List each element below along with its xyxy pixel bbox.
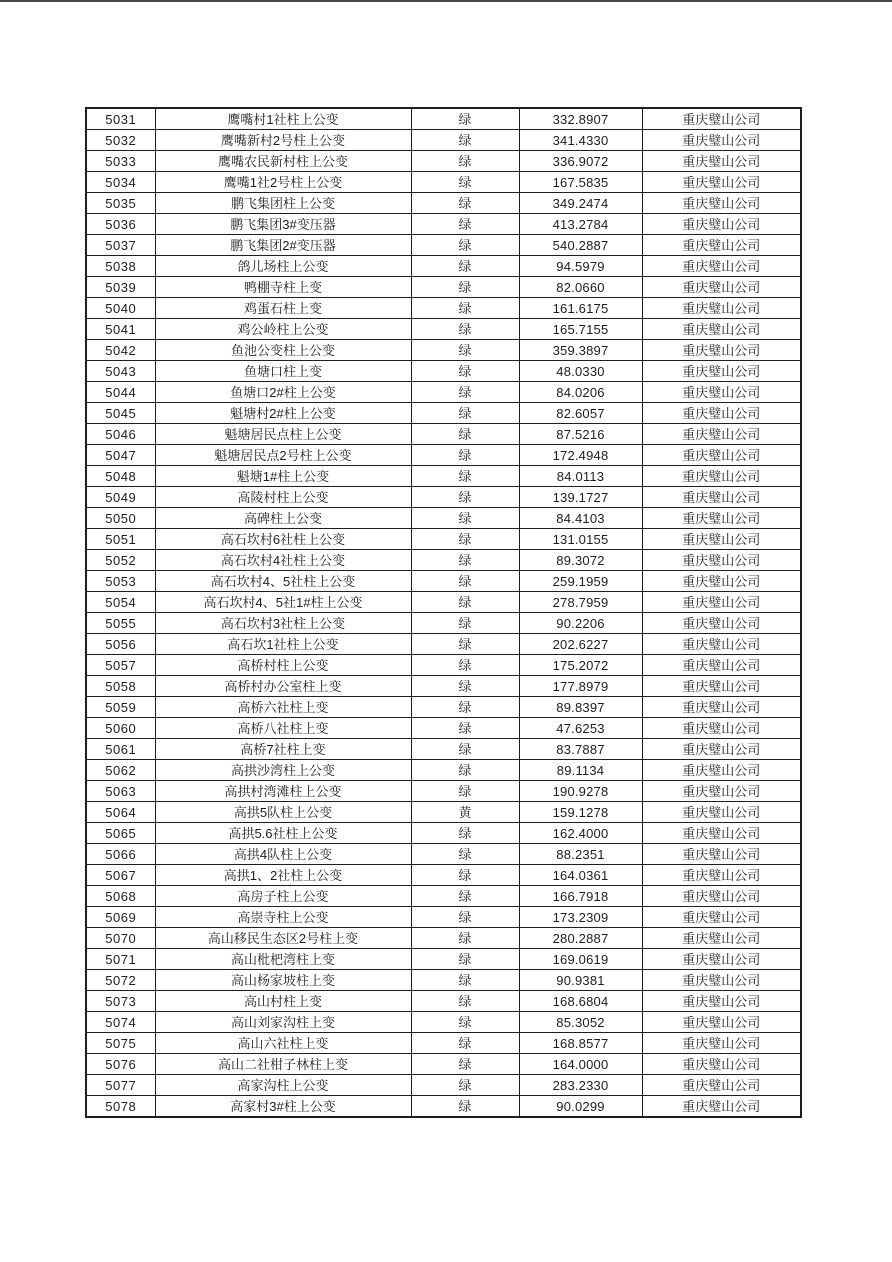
company-cell: 重庆璧山公司 (642, 865, 801, 886)
table-row (86, 403, 801, 424)
transformer-name-cell: 高石坎村3社柱上公变 (155, 613, 411, 634)
row-id-cell: 5037 (86, 235, 155, 256)
transformer-name-cell: 鹰嘴村1社柱上公变 (155, 108, 411, 130)
transformer-name-cell: 高山移民生态区2号柱上变 (155, 928, 411, 949)
transformer-name-cell: 鸽儿场柱上公变 (155, 256, 411, 277)
row-id-cell: 5062 (86, 760, 155, 781)
value-cell: 90.2206 (519, 613, 642, 634)
status-color-cell: 绿 (411, 613, 519, 634)
table-row (86, 634, 801, 655)
company-cell: 重庆璧山公司 (642, 697, 801, 718)
table-row (86, 907, 801, 928)
value-cell: 84.0206 (519, 382, 642, 403)
row-id-cell: 5065 (86, 823, 155, 844)
table-row (86, 508, 801, 529)
company-cell: 重庆璧山公司 (642, 130, 801, 151)
transformer-name-cell: 高拱5队柱上公变 (155, 802, 411, 823)
status-color-cell: 绿 (411, 319, 519, 340)
company-cell: 重庆璧山公司 (642, 928, 801, 949)
company-cell: 重庆璧山公司 (642, 529, 801, 550)
status-color-cell: 绿 (411, 907, 519, 928)
table-row (86, 844, 801, 865)
status-color-cell: 绿 (411, 781, 519, 802)
value-cell: 175.2072 (519, 655, 642, 676)
table-row (86, 781, 801, 802)
status-color-cell: 绿 (411, 991, 519, 1012)
value-cell: 259.1959 (519, 571, 642, 592)
status-color-cell: 绿 (411, 676, 519, 697)
company-cell: 重庆璧山公司 (642, 634, 801, 655)
value-cell: 341.4330 (519, 130, 642, 151)
row-id-cell: 5063 (86, 781, 155, 802)
row-id-cell: 5039 (86, 277, 155, 298)
status-color-cell: 绿 (411, 571, 519, 592)
status-color-cell: 绿 (411, 214, 519, 235)
table-row (86, 193, 801, 214)
company-cell: 重庆璧山公司 (642, 424, 801, 445)
value-cell: 169.0619 (519, 949, 642, 970)
transformer-table-body (86, 108, 801, 1117)
table-row (86, 361, 801, 382)
transformer-name-cell: 鹰嘴1社2号柱上公变 (155, 172, 411, 193)
company-cell: 重庆璧山公司 (642, 340, 801, 361)
value-cell: 172.4948 (519, 445, 642, 466)
transformer-name-cell: 高拱5.6社柱上公变 (155, 823, 411, 844)
status-color-cell: 绿 (411, 108, 519, 130)
transformer-name-cell: 高桥村柱上公变 (155, 655, 411, 676)
transformer-name-cell: 高山村柱上变 (155, 991, 411, 1012)
value-cell: 159.1278 (519, 802, 642, 823)
table-row (86, 928, 801, 949)
row-id-cell: 5031 (86, 108, 155, 130)
table-row (86, 529, 801, 550)
transformer-name-cell: 高桥7社柱上变 (155, 739, 411, 760)
value-cell: 83.7887 (519, 739, 642, 760)
row-id-cell: 5074 (86, 1012, 155, 1033)
row-id-cell: 5067 (86, 865, 155, 886)
row-id-cell: 5071 (86, 949, 155, 970)
transformer-name-cell: 高桥八社柱上变 (155, 718, 411, 739)
value-cell: 336.9072 (519, 151, 642, 172)
status-color-cell: 绿 (411, 424, 519, 445)
company-cell: 重庆璧山公司 (642, 1012, 801, 1033)
value-cell: 89.8397 (519, 697, 642, 718)
status-color-cell: 绿 (411, 1096, 519, 1118)
transformer-name-cell: 高山二社柑子林柱上变 (155, 1054, 411, 1075)
status-color-cell: 绿 (411, 823, 519, 844)
row-id-cell: 5077 (86, 1075, 155, 1096)
table-row (86, 676, 801, 697)
row-id-cell: 5051 (86, 529, 155, 550)
status-color-cell: 绿 (411, 718, 519, 739)
row-id-cell: 5069 (86, 907, 155, 928)
value-cell: 540.2887 (519, 235, 642, 256)
transformer-name-cell: 高房子柱上公变 (155, 886, 411, 907)
status-color-cell: 绿 (411, 466, 519, 487)
row-id-cell: 5043 (86, 361, 155, 382)
status-color-cell: 绿 (411, 886, 519, 907)
transformer-name-cell: 鹏飞集团柱上公变 (155, 193, 411, 214)
value-cell: 88.2351 (519, 844, 642, 865)
row-id-cell: 5032 (86, 130, 155, 151)
table-row (86, 235, 801, 256)
status-color-cell: 绿 (411, 298, 519, 319)
value-cell: 283.2330 (519, 1075, 642, 1096)
company-cell: 重庆璧山公司 (642, 214, 801, 235)
row-id-cell: 5076 (86, 1054, 155, 1075)
company-cell: 重庆璧山公司 (642, 886, 801, 907)
company-cell: 重庆璧山公司 (642, 1075, 801, 1096)
value-cell: 162.4000 (519, 823, 642, 844)
transformer-name-cell: 高桥六社柱上变 (155, 697, 411, 718)
row-id-cell: 5048 (86, 466, 155, 487)
status-color-cell: 绿 (411, 361, 519, 382)
status-color-cell: 绿 (411, 760, 519, 781)
company-cell: 重庆璧山公司 (642, 592, 801, 613)
value-cell: 161.6175 (519, 298, 642, 319)
row-id-cell: 5045 (86, 403, 155, 424)
transformer-name-cell: 高崇寺柱上公变 (155, 907, 411, 928)
status-color-cell: 绿 (411, 970, 519, 991)
table-row (86, 697, 801, 718)
company-cell: 重庆璧山公司 (642, 949, 801, 970)
company-cell: 重庆璧山公司 (642, 823, 801, 844)
transformer-name-cell: 高山六社柱上变 (155, 1033, 411, 1054)
value-cell: 167.5835 (519, 172, 642, 193)
status-color-cell: 绿 (411, 739, 519, 760)
status-color-cell: 黄 (411, 802, 519, 823)
row-id-cell: 5033 (86, 151, 155, 172)
table-row (86, 277, 801, 298)
status-color-cell: 绿 (411, 634, 519, 655)
transformer-name-cell: 高山杨家坡柱上变 (155, 970, 411, 991)
value-cell: 48.0330 (519, 361, 642, 382)
value-cell: 89.1134 (519, 760, 642, 781)
status-color-cell: 绿 (411, 151, 519, 172)
table-row (86, 424, 801, 445)
status-color-cell: 绿 (411, 592, 519, 613)
table-row (86, 151, 801, 172)
transformer-name-cell: 鱼塘口2#柱上公变 (155, 382, 411, 403)
company-cell: 重庆璧山公司 (642, 108, 801, 130)
status-color-cell: 绿 (411, 235, 519, 256)
transformer-name-cell: 鹏飞集团3#变压器 (155, 214, 411, 235)
table-row (86, 1054, 801, 1075)
table-row (86, 718, 801, 739)
table-row (86, 949, 801, 970)
transformer-name-cell: 鹏飞集团2#变压器 (155, 235, 411, 256)
company-cell: 重庆璧山公司 (642, 907, 801, 928)
row-id-cell: 5078 (86, 1096, 155, 1118)
status-color-cell: 绿 (411, 130, 519, 151)
transformer-table (85, 107, 802, 1118)
row-id-cell: 5057 (86, 655, 155, 676)
value-cell: 82.0660 (519, 277, 642, 298)
row-id-cell: 5054 (86, 592, 155, 613)
status-color-cell: 绿 (411, 949, 519, 970)
company-cell: 重庆璧山公司 (642, 487, 801, 508)
transformer-name-cell: 高桥村办公室柱上变 (155, 676, 411, 697)
value-cell: 47.6253 (519, 718, 642, 739)
company-cell: 重庆璧山公司 (642, 571, 801, 592)
value-cell: 413.2784 (519, 214, 642, 235)
table-row (86, 108, 801, 130)
transformer-name-cell: 鹰嘴新村2号柱上公变 (155, 130, 411, 151)
transformer-name-cell: 魁塘村2#柱上公变 (155, 403, 411, 424)
transformer-name-cell: 高拱1、2社柱上公变 (155, 865, 411, 886)
status-color-cell: 绿 (411, 382, 519, 403)
status-color-cell: 绿 (411, 340, 519, 361)
row-id-cell: 5075 (86, 1033, 155, 1054)
company-cell: 重庆璧山公司 (642, 760, 801, 781)
table-row (86, 571, 801, 592)
transformer-name-cell: 高石坎1社柱上公变 (155, 634, 411, 655)
company-cell: 重庆璧山公司 (642, 298, 801, 319)
status-color-cell: 绿 (411, 865, 519, 886)
company-cell: 重庆璧山公司 (642, 739, 801, 760)
row-id-cell: 5044 (86, 382, 155, 403)
value-cell: 202.6227 (519, 634, 642, 655)
transformer-name-cell: 高石坎村4社柱上公变 (155, 550, 411, 571)
value-cell: 278.7959 (519, 592, 642, 613)
status-color-cell: 绿 (411, 1012, 519, 1033)
table-row (86, 760, 801, 781)
company-cell: 重庆璧山公司 (642, 844, 801, 865)
value-cell: 82.6057 (519, 403, 642, 424)
row-id-cell: 5059 (86, 697, 155, 718)
transformer-name-cell: 鸡蛋石柱上变 (155, 298, 411, 319)
table-row (86, 991, 801, 1012)
transformer-name-cell: 鸡公岭柱上公变 (155, 319, 411, 340)
row-id-cell: 5070 (86, 928, 155, 949)
value-cell: 168.8577 (519, 1033, 642, 1054)
status-color-cell: 绿 (411, 193, 519, 214)
row-id-cell: 5038 (86, 256, 155, 277)
value-cell: 87.5216 (519, 424, 642, 445)
company-cell: 重庆璧山公司 (642, 676, 801, 697)
company-cell: 重庆璧山公司 (642, 256, 801, 277)
transformer-name-cell: 高拱4队柱上公变 (155, 844, 411, 865)
row-id-cell: 5073 (86, 991, 155, 1012)
company-cell: 重庆璧山公司 (642, 277, 801, 298)
table-row (86, 214, 801, 235)
table-row (86, 1012, 801, 1033)
row-id-cell: 5036 (86, 214, 155, 235)
table-row (86, 487, 801, 508)
status-color-cell: 绿 (411, 550, 519, 571)
table-row (86, 1075, 801, 1096)
company-cell: 重庆璧山公司 (642, 1096, 801, 1118)
value-cell: 131.0155 (519, 529, 642, 550)
row-id-cell: 5055 (86, 613, 155, 634)
transformer-name-cell: 鱼塘口柱上变 (155, 361, 411, 382)
table-row (86, 382, 801, 403)
company-cell: 重庆璧山公司 (642, 172, 801, 193)
status-color-cell: 绿 (411, 1075, 519, 1096)
row-id-cell: 5066 (86, 844, 155, 865)
table-row (86, 823, 801, 844)
status-color-cell: 绿 (411, 277, 519, 298)
status-color-cell: 绿 (411, 844, 519, 865)
value-cell: 90.9381 (519, 970, 642, 991)
table-row (86, 130, 801, 151)
value-cell: 85.3052 (519, 1012, 642, 1033)
status-color-cell: 绿 (411, 1033, 519, 1054)
value-cell: 164.0361 (519, 865, 642, 886)
value-cell: 280.2887 (519, 928, 642, 949)
row-id-cell: 5035 (86, 193, 155, 214)
company-cell: 重庆璧山公司 (642, 403, 801, 424)
company-cell: 重庆璧山公司 (642, 151, 801, 172)
company-cell: 重庆璧山公司 (642, 718, 801, 739)
company-cell: 重庆璧山公司 (642, 382, 801, 403)
status-color-cell: 绿 (411, 172, 519, 193)
transformer-name-cell: 高石坎村6社柱上公变 (155, 529, 411, 550)
company-cell: 重庆璧山公司 (642, 466, 801, 487)
row-id-cell: 5034 (86, 172, 155, 193)
company-cell: 重庆璧山公司 (642, 802, 801, 823)
table-row (86, 592, 801, 613)
transformer-name-cell: 魁塘居民点2号柱上公变 (155, 445, 411, 466)
status-color-cell: 绿 (411, 256, 519, 277)
transformer-name-cell: 高山枇杷湾柱上变 (155, 949, 411, 970)
value-cell: 190.9278 (519, 781, 642, 802)
table-row (86, 319, 801, 340)
value-cell: 94.5979 (519, 256, 642, 277)
table-row (86, 886, 801, 907)
transformer-name-cell: 鹰嘴农民新村柱上公变 (155, 151, 411, 172)
company-cell: 重庆璧山公司 (642, 508, 801, 529)
row-id-cell: 5064 (86, 802, 155, 823)
table-row (86, 970, 801, 991)
value-cell: 84.4103 (519, 508, 642, 529)
table-row (86, 256, 801, 277)
row-id-cell: 5053 (86, 571, 155, 592)
company-cell: 重庆璧山公司 (642, 361, 801, 382)
status-color-cell: 绿 (411, 445, 519, 466)
transformer-name-cell: 高碑柱上公变 (155, 508, 411, 529)
value-cell: 90.0299 (519, 1096, 642, 1118)
row-id-cell: 5046 (86, 424, 155, 445)
status-color-cell: 绿 (411, 529, 519, 550)
table-row (86, 550, 801, 571)
company-cell: 重庆璧山公司 (642, 991, 801, 1012)
transformer-name-cell: 高家村3#柱上公变 (155, 1096, 411, 1118)
value-cell: 332.8907 (519, 108, 642, 130)
company-cell: 重庆璧山公司 (642, 970, 801, 991)
transformer-name-cell: 鸭棚寺柱上变 (155, 277, 411, 298)
company-cell: 重庆璧山公司 (642, 655, 801, 676)
transformer-name-cell: 高山刘家沟柱上变 (155, 1012, 411, 1033)
row-id-cell: 5052 (86, 550, 155, 571)
company-cell: 重庆璧山公司 (642, 613, 801, 634)
transformer-name-cell: 高陵村柱上公变 (155, 487, 411, 508)
row-id-cell: 5061 (86, 739, 155, 760)
row-id-cell: 5072 (86, 970, 155, 991)
row-id-cell: 5042 (86, 340, 155, 361)
value-cell: 139.1727 (519, 487, 642, 508)
table-row (86, 1033, 801, 1054)
status-color-cell: 绿 (411, 508, 519, 529)
row-id-cell: 5049 (86, 487, 155, 508)
transformer-name-cell: 高拱沙湾柱上公变 (155, 760, 411, 781)
company-cell: 重庆璧山公司 (642, 319, 801, 340)
value-cell: 166.7918 (519, 886, 642, 907)
row-id-cell: 5047 (86, 445, 155, 466)
value-cell: 177.8979 (519, 676, 642, 697)
value-cell: 168.6804 (519, 991, 642, 1012)
value-cell: 349.2474 (519, 193, 642, 214)
company-cell: 重庆璧山公司 (642, 550, 801, 571)
transformer-name-cell: 高家沟柱上公变 (155, 1075, 411, 1096)
value-cell: 165.7155 (519, 319, 642, 340)
transformer-name-cell: 高石坎村4、5社柱上公变 (155, 571, 411, 592)
status-color-cell: 绿 (411, 928, 519, 949)
status-color-cell: 绿 (411, 697, 519, 718)
table-row (86, 298, 801, 319)
row-id-cell: 5060 (86, 718, 155, 739)
transformer-name-cell: 魁塘居民点柱上公变 (155, 424, 411, 445)
transformer-name-cell: 鱼池公变柱上公变 (155, 340, 411, 361)
row-id-cell: 5056 (86, 634, 155, 655)
value-cell: 173.2309 (519, 907, 642, 928)
table-row (86, 172, 801, 193)
company-cell: 重庆璧山公司 (642, 1033, 801, 1054)
table-row (86, 655, 801, 676)
page-top-edge-line (0, 0, 892, 2)
status-color-cell: 绿 (411, 655, 519, 676)
table-row (86, 802, 801, 823)
company-cell: 重庆璧山公司 (642, 193, 801, 214)
table-row (86, 445, 801, 466)
transformer-name-cell: 高石坎村4、5社1#柱上公变 (155, 592, 411, 613)
company-cell: 重庆璧山公司 (642, 781, 801, 802)
table-row (86, 466, 801, 487)
transformer-name-cell: 高拱村湾滩柱上公变 (155, 781, 411, 802)
value-cell: 89.3072 (519, 550, 642, 571)
value-cell: 84.0113 (519, 466, 642, 487)
value-cell: 359.3897 (519, 340, 642, 361)
table-row (86, 340, 801, 361)
company-cell: 重庆璧山公司 (642, 1054, 801, 1075)
company-cell: 重庆璧山公司 (642, 445, 801, 466)
row-id-cell: 5058 (86, 676, 155, 697)
status-color-cell: 绿 (411, 487, 519, 508)
status-color-cell: 绿 (411, 403, 519, 424)
transformer-name-cell: 魁塘1#柱上公变 (155, 466, 411, 487)
row-id-cell: 5050 (86, 508, 155, 529)
value-cell: 164.0000 (519, 1054, 642, 1075)
table-row (86, 613, 801, 634)
row-id-cell: 5068 (86, 886, 155, 907)
row-id-cell: 5040 (86, 298, 155, 319)
status-color-cell: 绿 (411, 1054, 519, 1075)
table-row (86, 1096, 801, 1118)
row-id-cell: 5041 (86, 319, 155, 340)
table-row (86, 865, 801, 886)
company-cell: 重庆璧山公司 (642, 235, 801, 256)
table-row (86, 739, 801, 760)
